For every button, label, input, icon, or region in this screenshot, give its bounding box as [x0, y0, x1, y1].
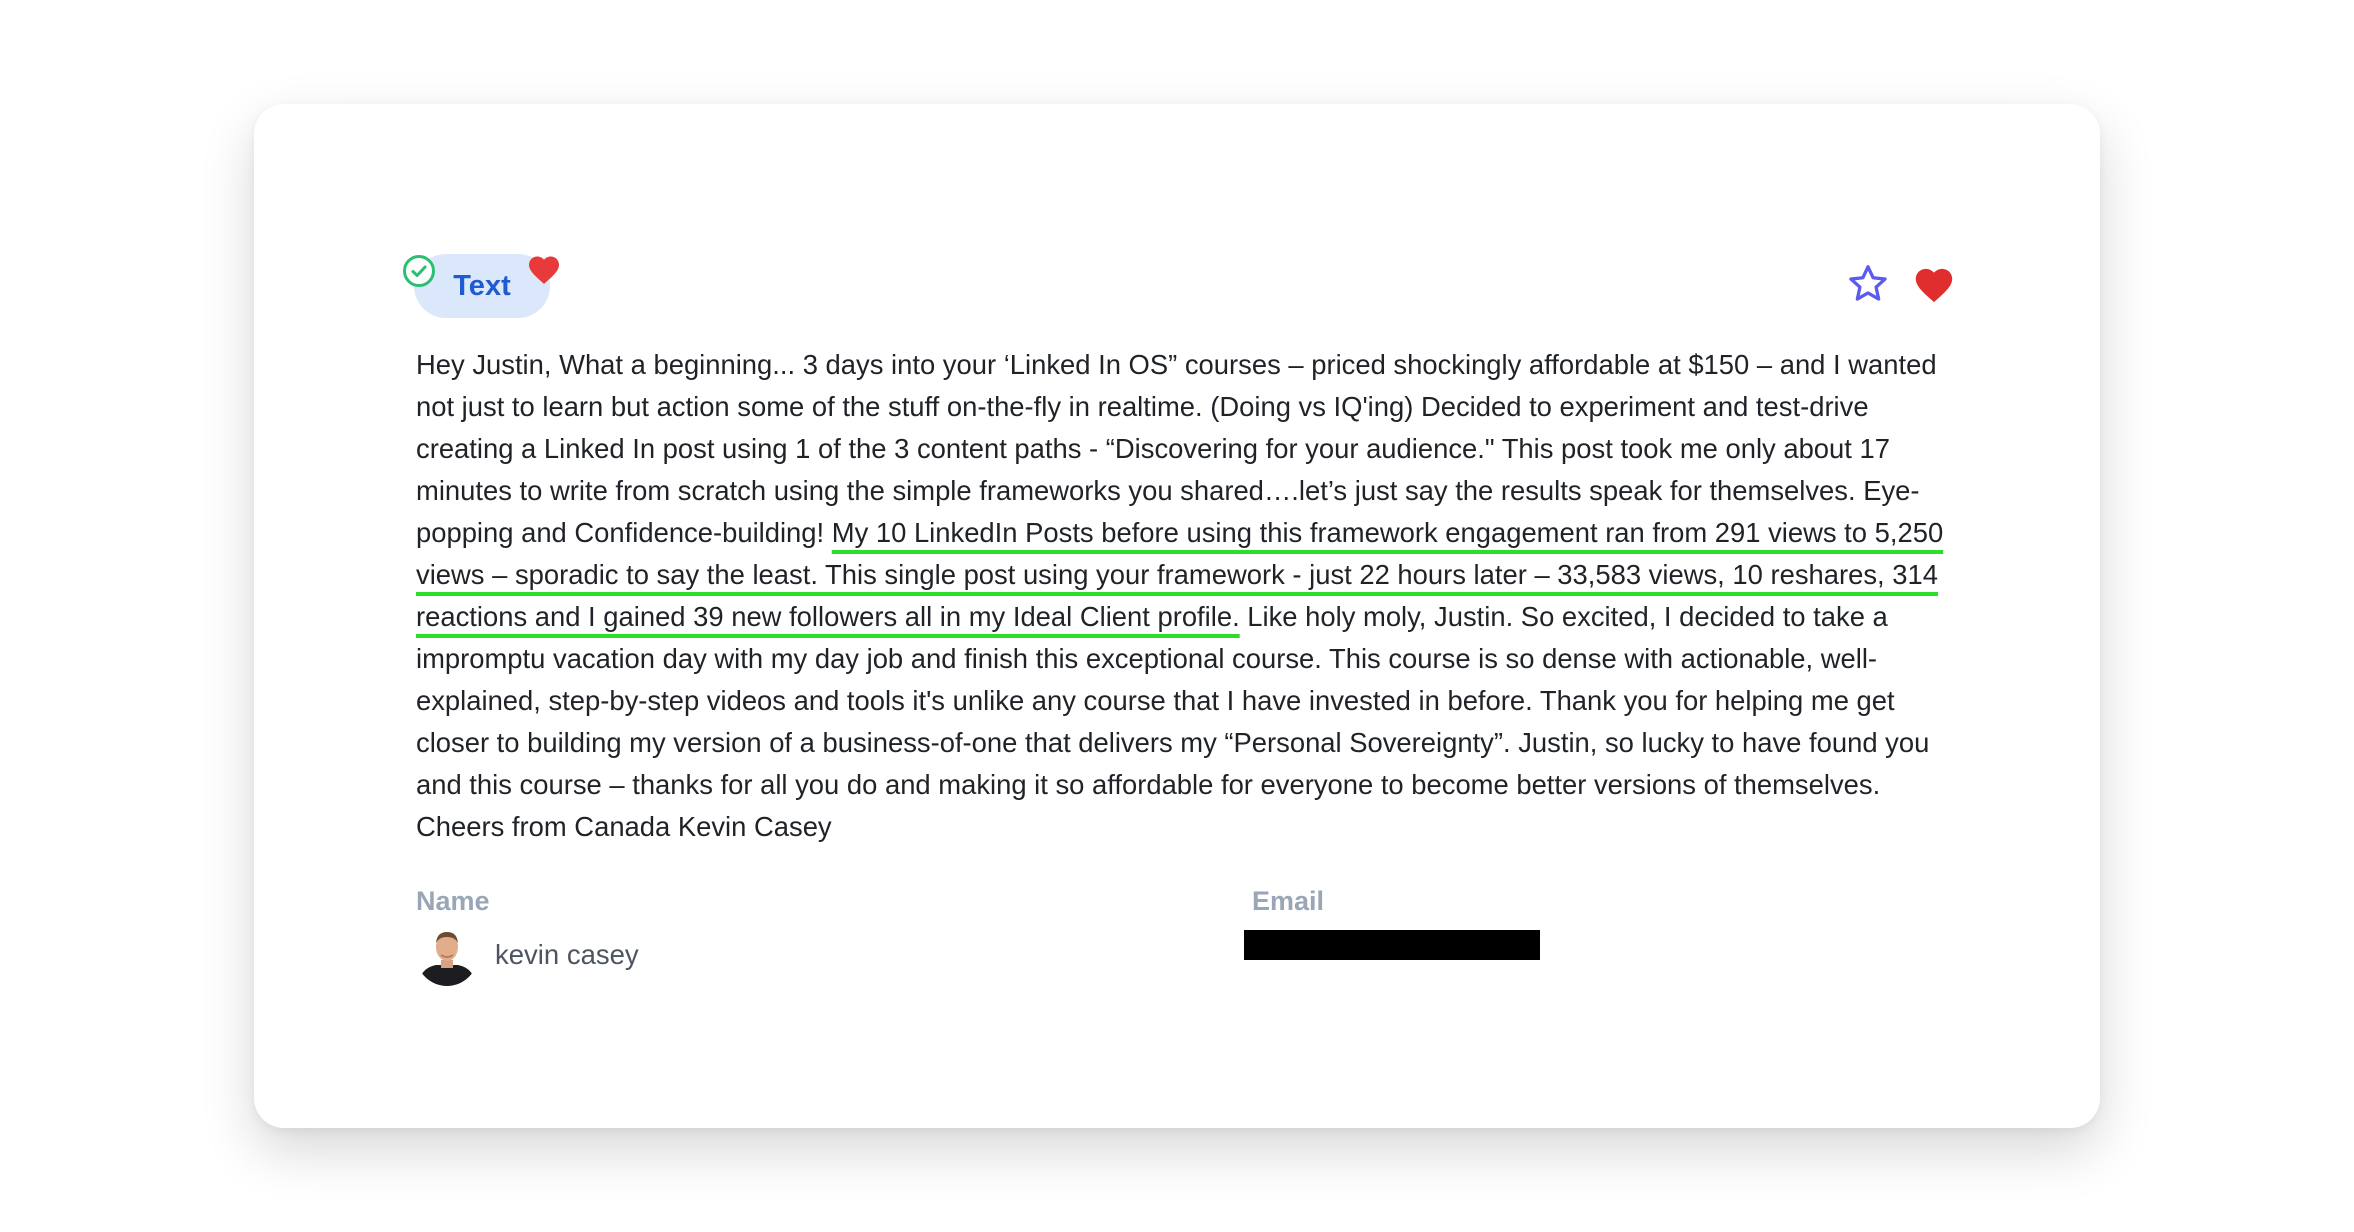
name-label: Name [416, 886, 490, 916]
name-value: kevin casey [495, 939, 639, 970]
email-label: Email [1252, 886, 1325, 916]
testimonial-highlight: My 10 LinkedIn Posts before using this framework engagement ran from 291 views to 5,250 views – sporadic to say the least. This single post using your framework - just 22 hours later – 33,583 views, 10 reshares, 314 reactions and I gained 39 new followers all in my Ideal Client profile. [416, 517, 1944, 632]
testimonial-card [254, 104, 2100, 1128]
testimonial-text-intro: Hey Justin, What a beginning... 3 days into your ‘Linked In OS” courses – priced shockingly affordable at $150 – and I wanted not just to learn but action some of the stuff on-the-fly in realtime. (Doing vs IQ'ing) Decided to experiment and test-drive creating a Linked In post using 1 of the 3 content paths - “Discovering for your audience." This post took me only about 17 minutes to write from scratch using the simple frameworks you shared….let’s just say the results speak for themselves. Eye-popping and Confidence-building! [416, 349, 1937, 548]
star-outline-icon[interactable] [1846, 262, 1890, 306]
check-circle-icon [402, 254, 436, 288]
testimonial-text-outro: Like holy moly, Justin. So excited, I decided to take a impromptu vacation day with my day job and finish this exceptional course. This course is so dense with actionable, well-explained, step-by-step videos and tools it's unlike any course that I have invested in before. Thank you for helping me get closer to building my version of a business-of-one that delivers my “Personal Sovereignty”. Justin, so lucky to have found you and this course – thanks for all you do and making it so affordable for everyone to become better versions of themselves. Cheers from Canada Kevin Casey [416, 601, 1930, 842]
user-avatar [416, 924, 478, 986]
email-value-redacted: [redacted] [1244, 930, 1540, 960]
heart-filled-icon[interactable] [1912, 264, 1956, 304]
type-badge: Text [414, 254, 550, 318]
testimonial-text [416, 344, 1961, 848]
heart-icon [526, 252, 562, 288]
